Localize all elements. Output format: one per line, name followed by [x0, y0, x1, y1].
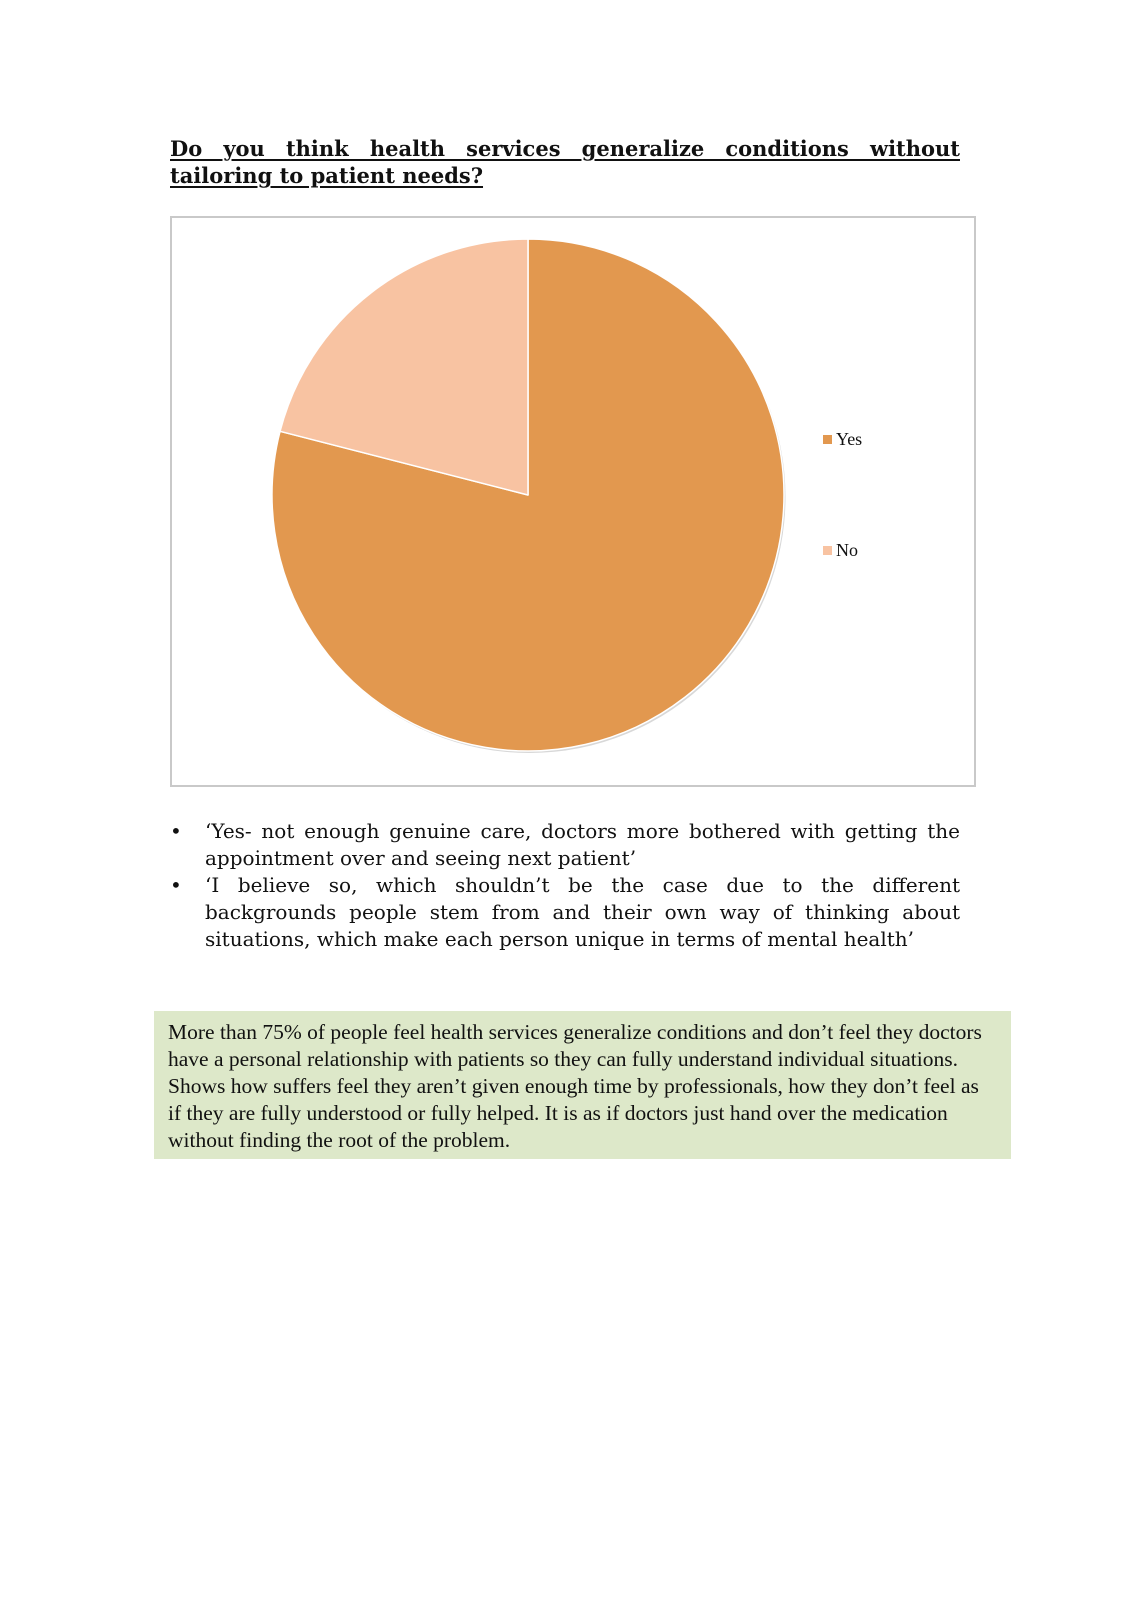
- quote-text: ‘Yes- not enough genuine care, doctors more bothered with getting the appointment over and seeing next patient’: [205, 819, 960, 870]
- pie-slices: [272, 239, 786, 753]
- survey-question-heading: Do you think health services generalize conditions without tailoring to patient needs?: [170, 136, 960, 188]
- list-item: [170, 872, 960, 953]
- pie-chart: [172, 218, 978, 789]
- respondent-quotes-list: [170, 818, 960, 953]
- quote-text: ‘I believe so, which shouldn’t be the case due to the different backgrounds people stem from and their own way of thinking about situations, which make each person unique in terms of mental health’: [205, 873, 960, 951]
- bullet-icon: •: [170, 873, 182, 897]
- legend-label-yes: Yes: [836, 429, 863, 449]
- list-item: [170, 818, 960, 872]
- summary-box: More than 75% of people feel health services generalize conditions and don’t feel they doctors have a personal relationship with patients so they can fully understand individual situations. Shows how suffers feel they aren’t given enough time by professionals, how they don’t feel as if they are fully understood or fully helped. It is as if doctors just hand over the medication without finding the root of the problem.: [154, 1011, 1011, 1159]
- chart-legend: [823, 429, 862, 560]
- pie-chart-frame: [170, 216, 976, 787]
- legend-swatch-yes: [823, 435, 832, 444]
- legend-swatch-no: [823, 546, 832, 555]
- legend-label-no: No: [836, 540, 858, 560]
- bullet-icon: •: [170, 819, 182, 843]
